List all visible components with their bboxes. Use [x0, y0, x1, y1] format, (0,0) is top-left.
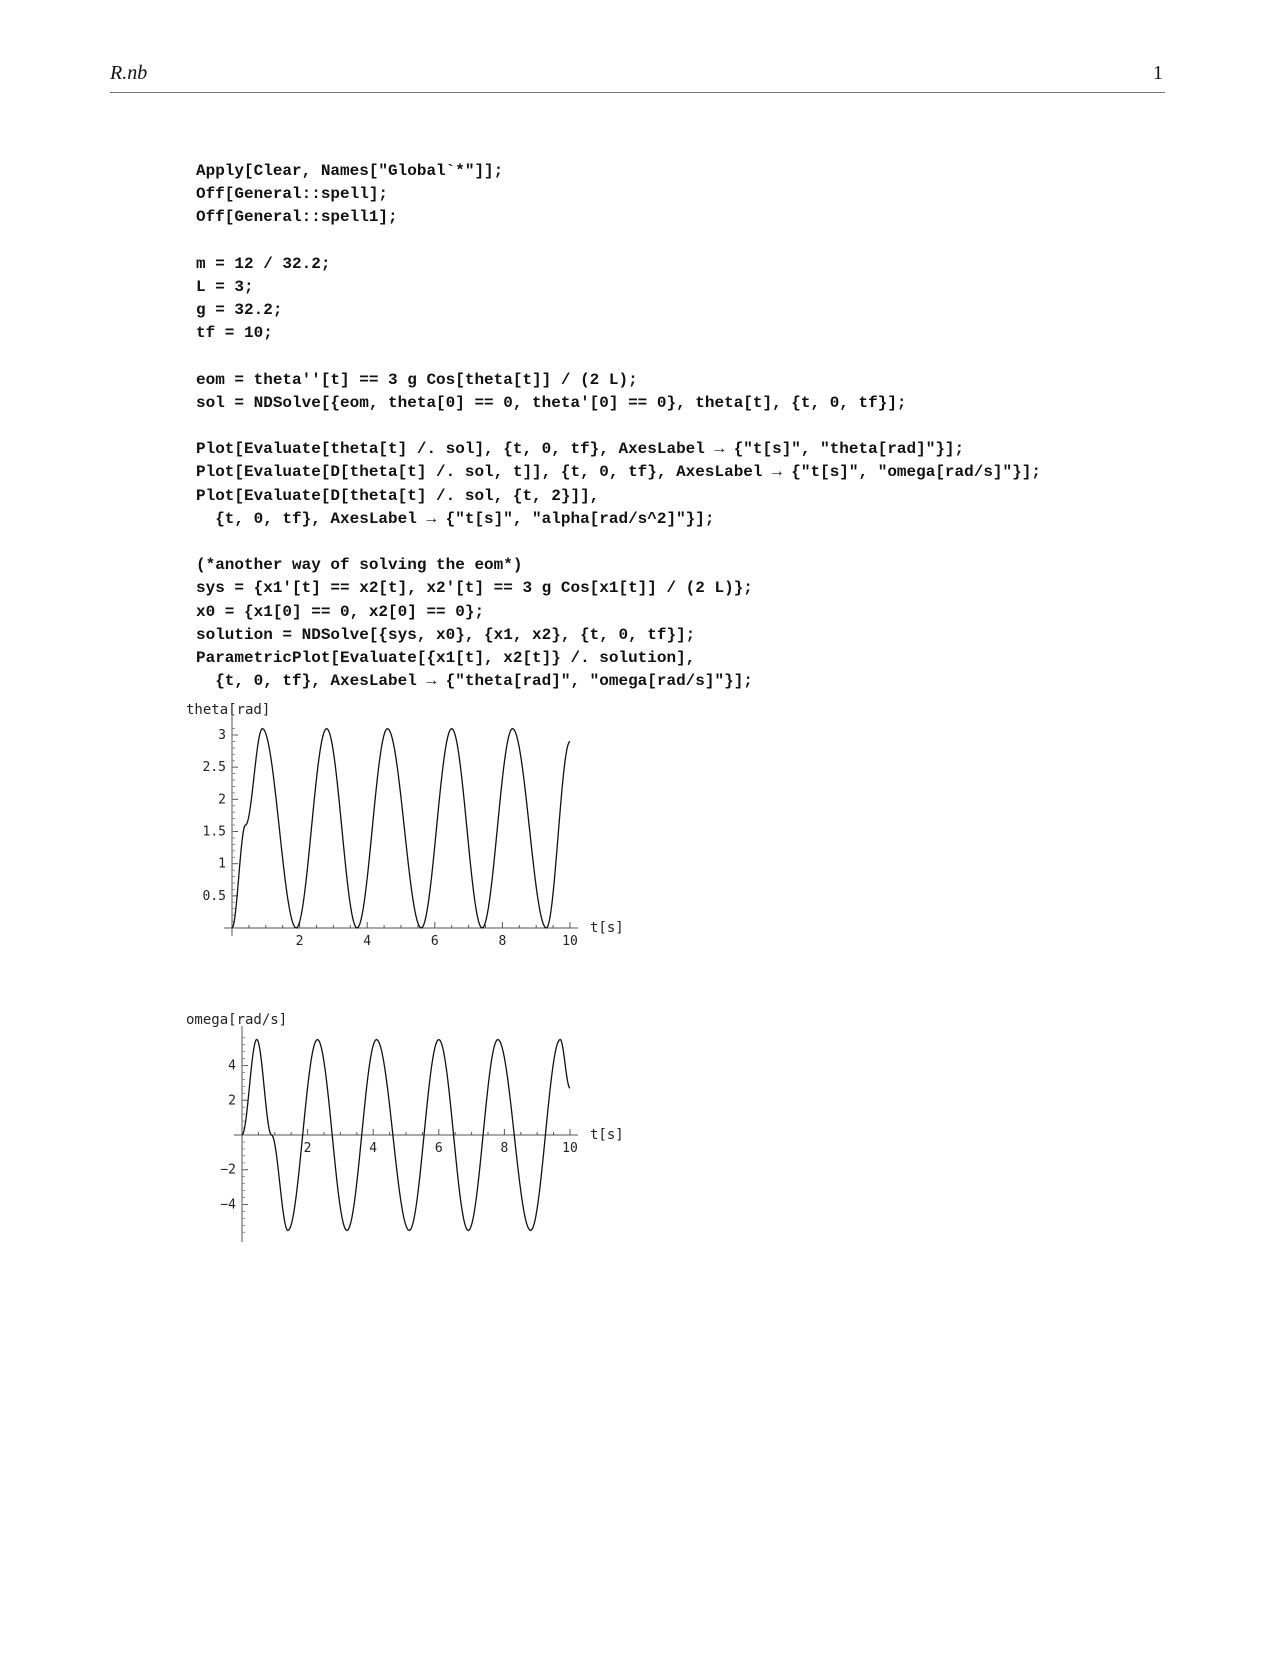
- y-tick-label: 0.5: [202, 888, 226, 904]
- y-tick-label: −2: [220, 1162, 236, 1178]
- y-axis-label: theta[rad]: [186, 702, 271, 718]
- code-line: Plot[Evaluate[D[theta[t] /. sol, t]], {t, 0, tf}, AxesLabel → {"t[s]", "omega[rad/s]"}];: [196, 463, 1041, 482]
- code-line: solution = NDSolve[{sys, x0}, {x1, x2}, {t, 0, tf}];: [196, 625, 696, 644]
- code-line: g = 32.2;: [196, 301, 283, 320]
- code-line: {t, 0, tf}, AxesLabel → {"theta[rad]", "omega[rad/s]"}];: [196, 672, 753, 691]
- x-tick-label: 2: [303, 1141, 312, 1156]
- blank-line: [196, 230, 1196, 253]
- code-line: Off[General::spell];: [196, 185, 389, 204]
- y-axis-label: omega[rad/s]: [186, 1012, 288, 1028]
- code-line: x0 = {x1[0] == 0, x2[0] == 0};: [196, 602, 485, 621]
- code-line: ParametricPlot[Evaluate[{x1[t], x2[t]} /. solution],: [196, 648, 696, 667]
- code-line: eom = theta''[t] == 3 g Cos[theta[t]] / (2 L);: [196, 370, 638, 389]
- code-line: (*another way of solving the eom*): [196, 556, 523, 575]
- notebook-title: R.nb: [110, 62, 148, 84]
- code-line: m = 12 / 32.2;: [196, 254, 331, 273]
- x-tick-label: 8: [500, 1141, 509, 1156]
- x-tick-label: 4: [363, 934, 372, 949]
- code-line: tf = 10;: [196, 324, 273, 343]
- omega-plot: [186, 1010, 656, 1304]
- y-tick-label: 2.5: [202, 760, 226, 776]
- x-tick-label: 4: [369, 1141, 378, 1156]
- page-header: [110, 60, 1165, 93]
- code-line: L = 3;: [196, 277, 254, 296]
- code-line: sys = {x1′[t] == x2[t], x2′[t] == 3 g Cos[x1[t]] / (2 L)};: [196, 579, 753, 598]
- blank-line: [196, 346, 1196, 369]
- theta-plot-svg: [186, 700, 656, 990]
- y-tick-label: −4: [220, 1197, 236, 1213]
- blank-line: [196, 415, 1196, 438]
- omega-plot-svg: [186, 1010, 656, 1300]
- y-tick-label: 3: [218, 728, 226, 744]
- theta-plot: [186, 700, 656, 994]
- x-axis-label: t[s]: [590, 920, 624, 936]
- code-line: sol = NDSolve[{eom, theta[0] == 0, theta'[0] == 0}, theta[t], {t, 0, tf}];: [196, 393, 907, 412]
- x-tick-label: 6: [430, 934, 439, 949]
- y-tick-label: 4: [228, 1058, 236, 1074]
- y-tick-label: 1: [218, 856, 226, 872]
- x-tick-label: 10: [562, 1141, 578, 1156]
- code-cell: [196, 160, 1196, 693]
- x-tick-label: 10: [562, 934, 578, 949]
- x-tick-label: 6: [434, 1141, 443, 1156]
- code-line: Apply[Clear, Names["Global`*"]];: [196, 162, 504, 180]
- blank-line: [196, 531, 1196, 554]
- x-axis-label: t[s]: [590, 1127, 624, 1143]
- x-tick-label: 2: [295, 934, 304, 949]
- code-line: Plot[Evaluate[D[theta[t] /. sol, {t, 2}]],: [196, 486, 600, 505]
- y-tick-label: 2: [218, 792, 226, 808]
- page-number: 1: [1153, 62, 1163, 84]
- code-line: Plot[Evaluate[theta[t] /. sol], {t, 0, tf}, AxesLabel → {"t[s]", "theta[rad]"}];: [196, 440, 965, 459]
- series-line: [232, 729, 570, 928]
- code-line: {t, 0, tf}, AxesLabel → {"t[s]", "alpha[rad/s^2]"}];: [196, 509, 715, 528]
- y-tick-label: 1.5: [202, 824, 226, 840]
- y-tick-label: 2: [228, 1093, 236, 1109]
- x-tick-label: 8: [498, 934, 507, 949]
- code-line: Off[General::spell1];: [196, 208, 398, 227]
